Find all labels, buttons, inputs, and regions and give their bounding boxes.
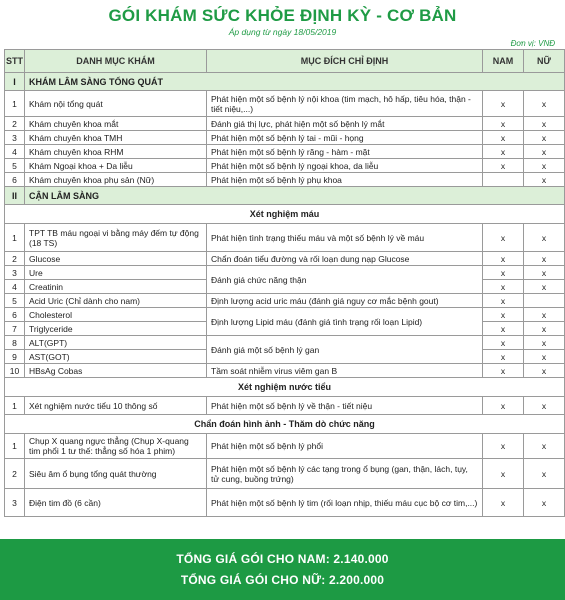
male-mark: x: [483, 252, 524, 266]
row-category: AST(GOT): [25, 350, 207, 364]
row-category: Acid Uric (Chỉ dành cho nam): [25, 294, 207, 308]
row-category: Siêu âm ổ bụng tổng quát thường: [25, 459, 207, 489]
table-row: [5, 224, 565, 252]
subsection-row: [5, 205, 565, 224]
row-purpose: Phát hiện một số bệnh lý phổi: [207, 434, 483, 459]
row-stt: 3: [5, 266, 25, 280]
row-stt: 1: [5, 91, 25, 117]
female-mark: x: [524, 117, 565, 131]
table-row: [5, 117, 565, 131]
male-mark: x: [483, 397, 524, 415]
section-number: II: [5, 187, 25, 205]
male-mark: x: [483, 145, 524, 159]
female-mark: x: [524, 322, 565, 336]
female-mark: x: [524, 280, 565, 294]
row-category: Khám Ngoại khoa + Da liễu: [25, 159, 207, 173]
row-purpose: Đánh giá chức năng thận: [207, 266, 483, 294]
effective-date: Áp dụng từ ngày 18/05/2019: [228, 27, 337, 37]
male-mark: x: [483, 117, 524, 131]
row-stt: 10: [5, 364, 25, 378]
female-mark: x: [524, 131, 565, 145]
row-category: Ure: [25, 266, 207, 280]
table-row: [5, 145, 565, 159]
row-category: Cholesterol: [25, 308, 207, 322]
male-mark: x: [483, 266, 524, 280]
row-purpose: Tầm soát nhiễm virus viêm gan B: [207, 364, 483, 378]
row-stt: 8: [5, 336, 25, 350]
female-mark: x: [524, 489, 565, 517]
table-row: [5, 459, 565, 489]
male-mark: x: [483, 322, 524, 336]
row-purpose: Chẩn đoán tiểu đường và rối loạn dung nạp Glucose: [207, 252, 483, 266]
row-stt: 4: [5, 280, 25, 294]
table-row: [5, 364, 565, 378]
row-stt: 1: [5, 434, 25, 459]
subsection-title: Chẩn đoán hình ảnh - Thăm dò chức năng: [5, 415, 565, 434]
table-row: [5, 91, 565, 117]
price-footer: [0, 539, 565, 600]
male-mark: x: [483, 350, 524, 364]
table-row: [5, 397, 565, 415]
table-row: [5, 294, 565, 308]
row-stt: 2: [5, 459, 25, 489]
table-row: [5, 308, 565, 322]
subsection-title: Xét nghiệm máu: [5, 205, 565, 224]
header-stt: STT: [5, 50, 25, 73]
page-title: GÓI KHÁM SỨC KHỎE ĐỊNH KỲ - CƠ BẢN: [108, 6, 457, 25]
female-mark: x: [524, 252, 565, 266]
row-stt: 4: [5, 145, 25, 159]
subsection-title: Xét nghiệm nước tiểu: [5, 378, 565, 397]
row-purpose: Phát hiện một số bệnh lý tai - mũi - họng: [207, 131, 483, 145]
row-stt: 3: [5, 131, 25, 145]
row-category: Khám chuyên khoa TMH: [25, 131, 207, 145]
row-stt: 1: [5, 224, 25, 252]
female-mark: x: [524, 145, 565, 159]
section-row: [5, 73, 565, 91]
row-purpose: Định lượng Lipid máu (đánh giá tình trạng rối loạn Lipid): [207, 308, 483, 336]
row-purpose: Phát hiện một số bệnh lý các tạng trong ổ bụng (gan, thận, lách, tụy, tử cung, buồng trứng): [207, 459, 483, 489]
female-mark: x: [524, 459, 565, 489]
male-mark: x: [483, 489, 524, 517]
row-category: Chụp X quang ngực thẳng (Chụp X-quang tim phổi 1 tư thế: thẳng số hóa 1 phim): [25, 434, 207, 459]
row-purpose: Phát hiện một số bệnh lý răng - hàm - mặt: [207, 145, 483, 159]
row-category: Xét nghiệm nước tiểu 10 thông số: [25, 397, 207, 415]
female-mark: x: [524, 364, 565, 378]
table-row: [5, 434, 565, 459]
male-mark: x: [483, 459, 524, 489]
female-mark: x: [524, 350, 565, 364]
row-purpose: Phát hiện một số bệnh lý nội khoa (tim mạch, hô hấp, tiêu hóa, thận - tiết niệu,...): [207, 91, 483, 117]
male-mark: x: [483, 434, 524, 459]
header-category: DANH MỤC KHÁM: [25, 50, 207, 73]
table-row: [5, 173, 565, 187]
table-row: [5, 336, 565, 350]
package-table: [4, 49, 565, 517]
header-female: NỮ: [524, 50, 565, 73]
row-category: Khám chuyên khoa mắt: [25, 117, 207, 131]
female-mark: x: [524, 397, 565, 415]
row-stt: 3: [5, 489, 25, 517]
row-purpose: Phát hiện một số bệnh lý về thận - tiết niệu: [207, 397, 483, 415]
section-number: I: [5, 73, 25, 91]
row-stt: 5: [5, 294, 25, 308]
row-purpose: Phát hiện một số bệnh lý ngoại khoa, da liễu: [207, 159, 483, 173]
female-mark: x: [524, 434, 565, 459]
section-row: [5, 187, 565, 205]
row-purpose: Phát hiện một số bệnh lý phụ khoa: [207, 173, 483, 187]
header-purpose: MỤC ĐÍCH CHỈ ĐỊNH: [207, 50, 483, 73]
row-purpose: Đánh giá một số bệnh lý gan: [207, 336, 483, 364]
section-title: KHÁM LÂM SÀNG TỔNG QUÁT: [25, 73, 565, 91]
male-mark: x: [483, 308, 524, 322]
row-stt: 6: [5, 173, 25, 187]
row-category: Triglyceride: [25, 322, 207, 336]
row-stt: 2: [5, 252, 25, 266]
row-category: Khám nội tổng quát: [25, 91, 207, 117]
table-header-row: [5, 50, 565, 73]
row-category: HBsAg Cobas: [25, 364, 207, 378]
male-mark: x: [483, 294, 524, 308]
male-total-price: TỔNG GIÁ GÓI CHO NAM: 2.140.000: [176, 552, 389, 566]
currency-unit: Đơn vị: VNĐ: [510, 39, 555, 48]
row-purpose: Phát hiện tình trạng thiếu máu và một số bệnh lý về máu: [207, 224, 483, 252]
male-mark-empty: [483, 173, 524, 187]
female-mark: x: [524, 159, 565, 173]
female-mark: x: [524, 308, 565, 322]
row-stt: 9: [5, 350, 25, 364]
male-mark: x: [483, 336, 524, 350]
male-mark: x: [483, 224, 524, 252]
row-category: Glucose: [25, 252, 207, 266]
table-row: [5, 159, 565, 173]
male-mark: x: [483, 131, 524, 145]
row-category: Khám chuyên khoa RHM: [25, 145, 207, 159]
table-row: [5, 252, 565, 266]
row-stt: 2: [5, 117, 25, 131]
row-stt: 5: [5, 159, 25, 173]
male-mark: x: [483, 159, 524, 173]
female-mark: x: [524, 173, 565, 187]
row-stt: 1: [5, 397, 25, 415]
table-row: [5, 131, 565, 145]
header-male: NAM: [483, 50, 524, 73]
row-category: TPT TB máu ngoại vi bằng máy đếm tự động (18 TS): [25, 224, 207, 252]
row-purpose: Định lượng acid uric máu (đánh giá nguy cơ mắc bệnh gout): [207, 294, 483, 308]
row-category: ALT(GPT): [25, 336, 207, 350]
female-mark-empty: [524, 294, 565, 308]
row-stt: 7: [5, 322, 25, 336]
male-mark: x: [483, 280, 524, 294]
row-category: Điện tim đồ (6 cần): [25, 489, 207, 517]
table-row: [5, 489, 565, 517]
row-category: Khám chuyên khoa phụ sản (Nữ): [25, 173, 207, 187]
row-purpose: Phát hiện một số bệnh lý tim (rối loạn nhịp, thiếu máu cục bộ cơ tim,...): [207, 489, 483, 517]
male-mark: x: [483, 364, 524, 378]
female-mark: x: [524, 91, 565, 117]
female-total-price: TỔNG GIÁ GÓI CHO NỮ: 2.200.000: [180, 573, 385, 587]
row-category: Creatinin: [25, 280, 207, 294]
subsection-row: [5, 415, 565, 434]
row-purpose: Đánh giá thị lực, phát hiện một số bệnh lý mắt: [207, 117, 483, 131]
female-mark: x: [524, 224, 565, 252]
section-title: CẬN LÂM SÀNG: [25, 187, 565, 205]
female-mark: x: [524, 336, 565, 350]
table-row: [5, 266, 565, 280]
subsection-row: [5, 378, 565, 397]
row-stt: 6: [5, 308, 25, 322]
male-mark: x: [483, 91, 524, 117]
female-mark: x: [524, 266, 565, 280]
